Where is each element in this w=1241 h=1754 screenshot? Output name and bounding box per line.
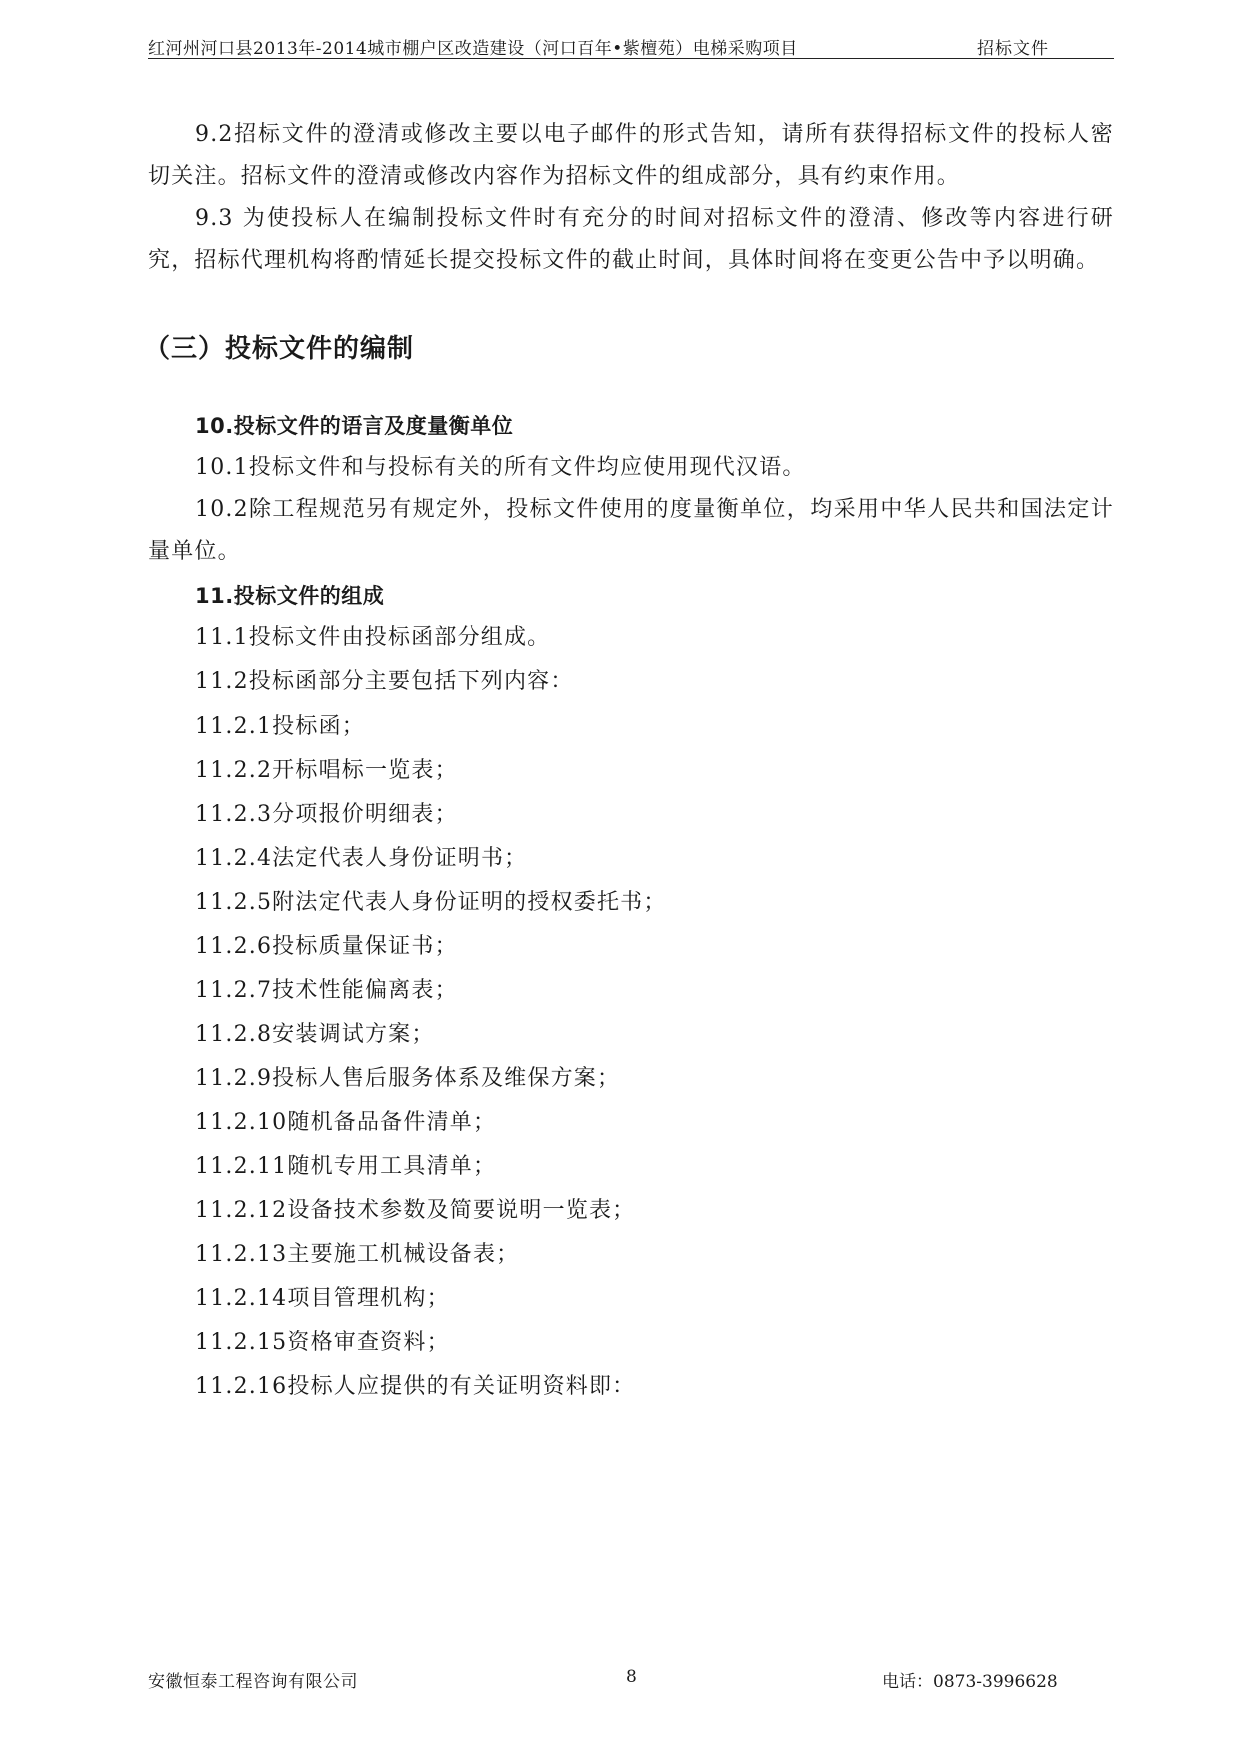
list-item: 11.2.2开标唱标一览表； bbox=[195, 758, 458, 783]
list-item: 11.2.1投标函； bbox=[195, 714, 365, 739]
section-11-title: 11.投标文件的组成 bbox=[195, 584, 385, 608]
list-item: 11.2.14项目管理机构； bbox=[195, 1286, 450, 1311]
list-item: 11.2.9投标人售后服务体系及维保方案； bbox=[195, 1066, 621, 1091]
section-10-title: 10.投标文件的语言及度量衡单位 bbox=[195, 414, 514, 438]
list-item: 11.2.7技术性能偏离表； bbox=[195, 978, 458, 1003]
page-footer bbox=[148, 1667, 1114, 1697]
section-10-item-2: 10.2除工程规范另有规定外，投标文件使用的度量衡单位，均采用中华人民共和国法定计量单位。 bbox=[148, 497, 1114, 564]
list-item: 11.2.5附法定代表人身份证明的授权委托书； bbox=[195, 890, 667, 915]
list-item: 11.2投标函部分主要包括下列内容： bbox=[195, 669, 574, 694]
page-header bbox=[148, 28, 1114, 59]
list-item: 11.1投标文件由投标函部分组成。 bbox=[195, 625, 551, 650]
list-item: 11.2.15资格审查资料； bbox=[195, 1330, 450, 1355]
section-title: （三）投标文件的编制 bbox=[144, 334, 415, 364]
page-content bbox=[144, 114, 1114, 1409]
list-item: 11.2.13主要施工机械设备表； bbox=[195, 1242, 520, 1267]
footer-phone: 电话：0873-3996628 bbox=[882, 1672, 1058, 1692]
header-project-title: 红河州河口县2013年-2014城市棚户区改造建设（河口百年•紫檀苑）电梯采购项目 bbox=[148, 39, 798, 59]
list-item: 11.2.11随机专用工具清单； bbox=[195, 1154, 497, 1179]
paragraph-9-3: 9.3 为使投标人在编制投标文件时有充分的时间对招标文件的澄清、修改等内容进行研究，招标代理机构将酌情延长提交投标文件的截止时间，具体时间将在变更公告中予以明确。 bbox=[148, 206, 1114, 273]
list-item: 11.2.3分项报价明细表； bbox=[195, 802, 458, 827]
footer-company: 安徽恒泰工程咨询有限公司 bbox=[148, 1672, 358, 1692]
page-number: 8 bbox=[626, 1667, 637, 1687]
section-10-item-1: 10.1投标文件和与投标有关的所有文件均应使用现代汉语。 bbox=[195, 455, 806, 480]
paragraph-9-2: 9.2招标文件的澄清或修改主要以电子邮件的形式告知，请所有获得招标文件的投标人密切关注。招标文件的澄清或修改内容作为招标文件的组成部分，具有约束作用。 bbox=[148, 122, 1114, 189]
list-item: 11.2.4法定代表人身份证明书； bbox=[195, 846, 528, 871]
list-item: 11.2.10随机备品备件清单； bbox=[195, 1110, 497, 1135]
list-item: 11.2.12设备技术参数及简要说明一览表； bbox=[195, 1198, 636, 1223]
section-11-list bbox=[148, 617, 1114, 1409]
header-doc-type: 招标文件 bbox=[977, 39, 1049, 59]
list-item: 11.2.8安装调试方案； bbox=[195, 1022, 435, 1047]
list-item: 11.2.16投标人应提供的有关证明资料即： bbox=[195, 1374, 636, 1399]
list-item: 11.2.6投标质量保证书； bbox=[195, 934, 458, 959]
